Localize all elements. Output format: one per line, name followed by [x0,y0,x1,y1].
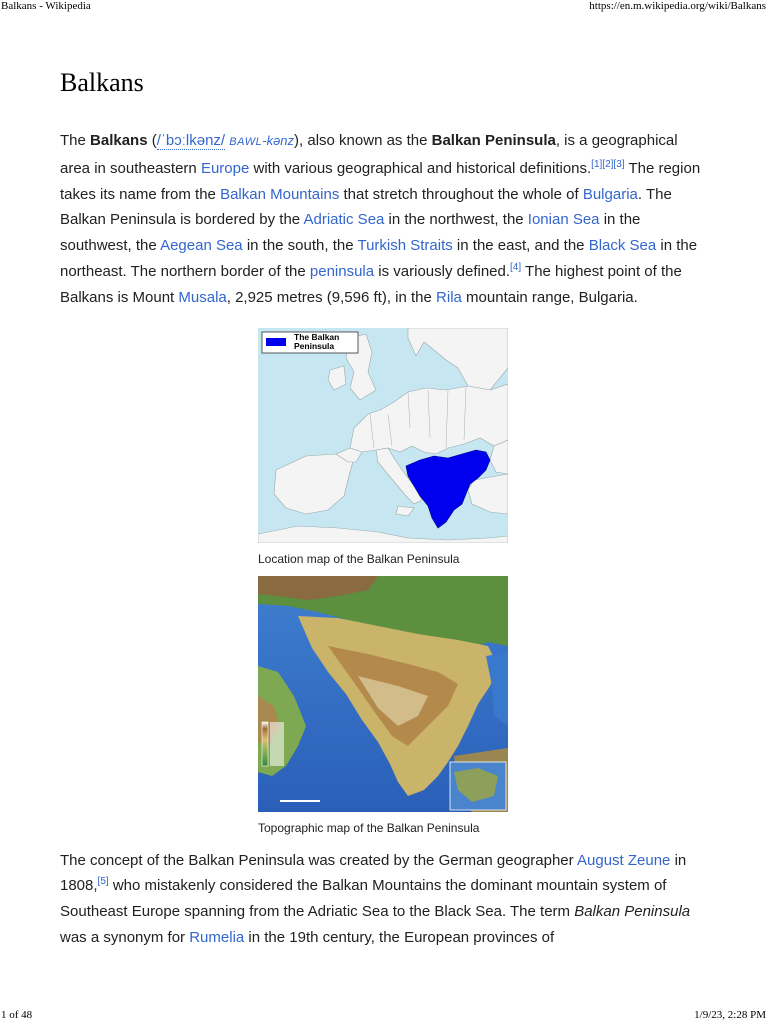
figure-caption-topographic: Topographic map of the Balkan Peninsula [258,820,480,835]
figure-location-map [258,328,508,567]
page-title: Balkans [60,68,144,97]
legend-label-line2: Peninsula [294,340,335,351]
print-header-title: Balkans - Wikipedia [1,0,91,12]
link-bulgaria[interactable]: Bulgaria [582,185,638,203]
print-footer-page-number: 1 of 48 [1,1009,33,1021]
print-footer-datetime: 1/9/23, 2:28 PM [694,1009,766,1021]
location-map-image[interactable] [258,328,508,543]
reference-1[interactable]: [1] [591,158,603,170]
print-header [0,0,768,14]
link-black-sea[interactable]: Black Sea [588,237,657,255]
link-ionian-sea[interactable]: Ionian Sea [527,211,600,229]
intro-paragraph: The Balkans (/ˈbɔːlkənz/ BAWL-kənz), also known as the Balkan Peninsula, is a geographical area in southeastern Europe with various geographical and historical definitions.[1][2][3] The region takes its name from the Balkan Mountains that stretch throughout the whole of Bulgaria. The Balkan Peninsula is bordered by the Adriatic Sea in the northwest, the Ionian Sea in the southwest, the Aegean Sea in the south, the Turkish Straits in the east, and the Black Sea in the northeast. The northern border of the peninsula is variously defined.[4] The highest point of the Balkans is Mount Musala, 2,925 metres (9,596 ft), in the Rila mountain range, Bulgaria. [60,132,701,306]
link-musala[interactable]: Musala [178,288,227,306]
respelling-link[interactable]: BAWL-kənz [229,133,295,148]
italic-balkan-peninsula: Balkan Peninsula [574,903,691,921]
link-europe[interactable]: Europe [200,159,250,177]
term-balkans: Balkans [90,132,148,149]
ipa-pronunciation-link[interactable]: /ˈbɔːlkənz/ [156,132,226,149]
term-balkan-peninsula: Balkan Peninsula [431,132,556,149]
figure-topographic-map [258,576,508,836]
map-legend [262,332,358,353]
link-aegean-sea[interactable]: Aegean Sea [160,237,243,255]
reference-4[interactable]: [4] [510,261,522,273]
link-turkish-straits[interactable]: Turkish Straits [357,237,453,255]
link-august-zeune[interactable]: August Zeune [577,851,671,869]
reference-2[interactable]: [2] [602,158,614,170]
topographic-map-image[interactable] [258,576,508,812]
reference-5[interactable]: [5] [97,876,109,888]
reference-3[interactable]: [3] [613,158,625,170]
article-content [60,64,710,951]
figure-caption-location: Location map of the Balkan Peninsula [258,551,460,566]
print-footer [0,1008,768,1024]
legend-label-line1: The Balkan [294,331,340,342]
link-rumelia[interactable]: Rumelia [189,928,245,946]
link-balkan-mountains[interactable]: Balkan Mountains [220,185,340,203]
link-adriatic-sea[interactable]: Adriatic Sea [303,211,385,229]
print-header-url: https://en.m.wikipedia.org/wiki/Balkans [589,0,766,12]
link-rila[interactable]: Rila [436,288,462,306]
link-peninsula[interactable]: peninsula [309,262,375,280]
history-paragraph: The concept of the Balkan Peninsula was created by the German geographer August Zeune in 1808,[5] who mistakenly considered the Balkan Mountains the dominant mountain system of Southeast Europe spanning from the Adriatic Sea to the Black Sea. The term Balkan Peninsula was a synonym for Rumelia in the 19th century, the European provinces of [60,851,691,946]
